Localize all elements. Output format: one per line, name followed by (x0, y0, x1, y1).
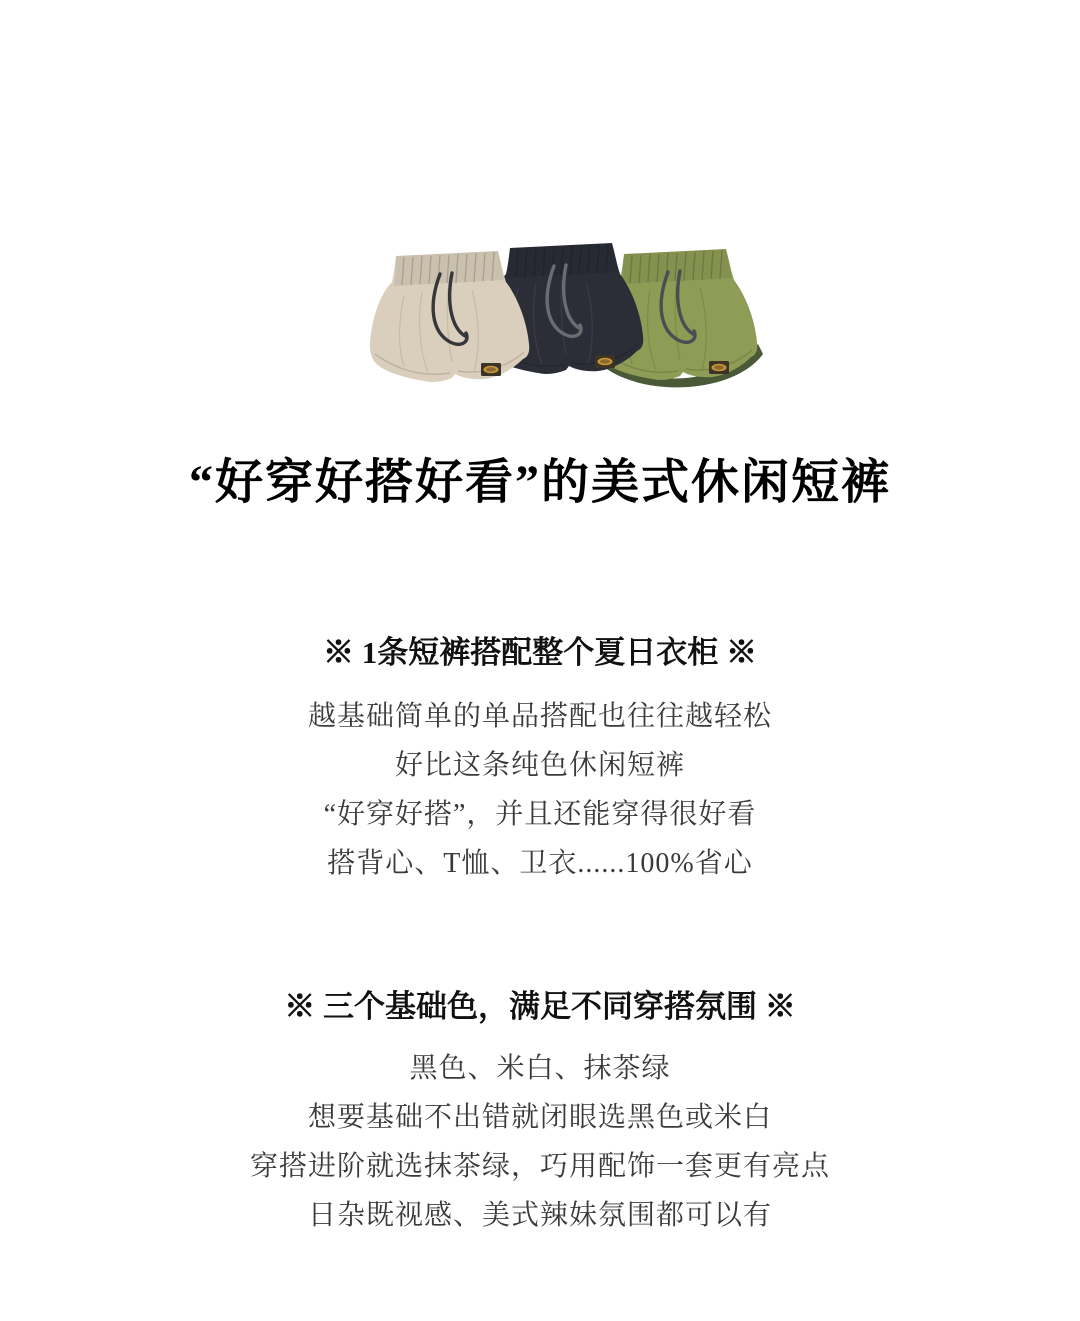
body-line: 好比这条纯色休闲短裤 (394, 750, 685, 781)
body-line: 穿搭进阶就选抹茶绿，巧用配饰一套更有亮点 (249, 1151, 830, 1182)
product-photo (362, 232, 764, 400)
section-1-heading: ※ 1条短裤搭配整个夏日衣柜 ※ (323, 635, 757, 670)
section-2-heading: ※ 三个基础色，满足不同穿搭氛围 ※ (284, 989, 796, 1024)
body-line: 黑色、米白、抹茶绿 (409, 1053, 671, 1084)
body-line: 想要基础不出错就闭眼选黑色或米白 (307, 1102, 772, 1133)
shorts-trio-image (362, 232, 764, 400)
section-2-body (0, 1044, 1080, 1240)
body-line: “好穿好搭”，并且还能穿得很好看 (323, 799, 757, 830)
body-line: 越基础简单的单品搭配也往往越轻松 (307, 701, 772, 732)
page-title: “好穿好搭好看”的美式休闲短裤 (188, 456, 891, 509)
body-line: 日杂既视感、美式辣妹氛围都可以有 (307, 1200, 772, 1231)
body-line: 搭背心、T恤、卫衣......100%省心 (327, 848, 753, 879)
section-1-body (0, 692, 1080, 888)
